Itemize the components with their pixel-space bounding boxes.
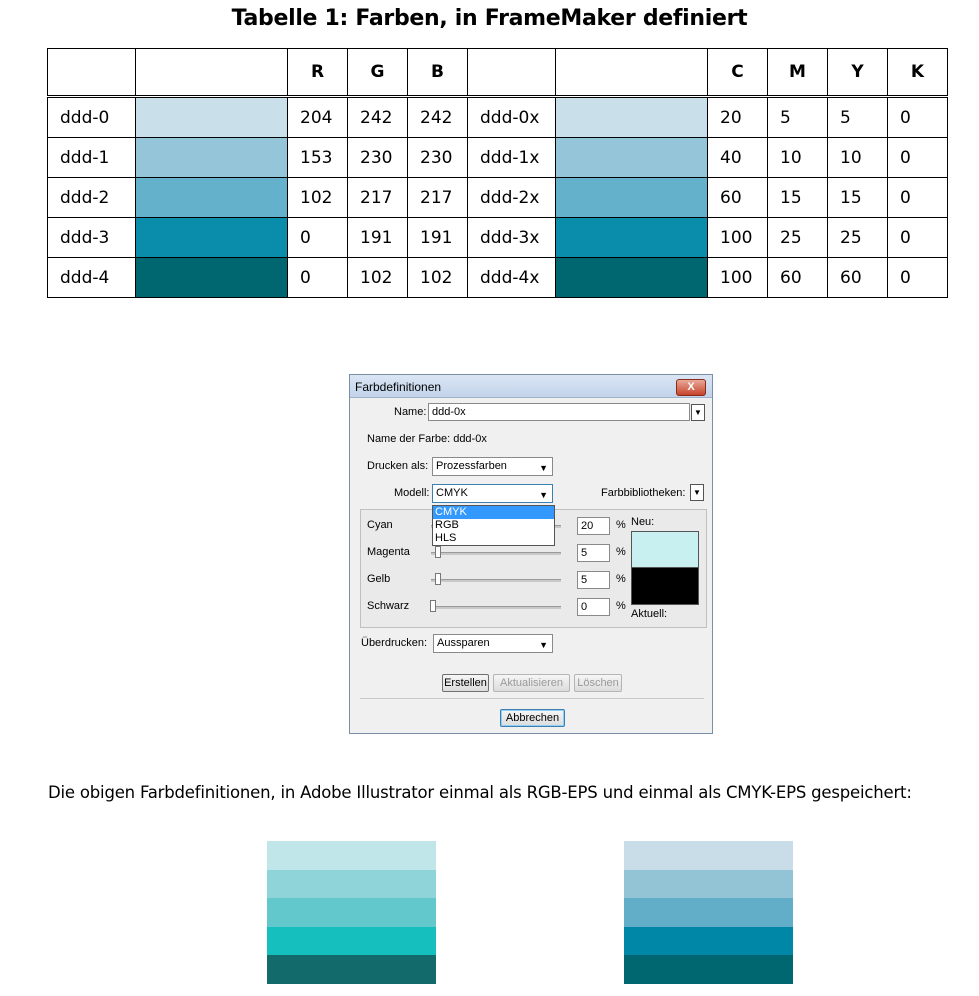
color-swatch: [556, 138, 707, 177]
black-input[interactable]: 0: [577, 598, 610, 616]
table-row: [48, 97, 948, 138]
m-value-cell: 15: [768, 178, 828, 218]
color-swatch: [136, 258, 287, 297]
overprint-value: Aussparen: [437, 637, 490, 649]
model-dropdown-list: [432, 505, 555, 546]
color-name-cell: ddd-2: [48, 178, 136, 218]
close-button[interactable]: X: [676, 379, 706, 396]
current-color-swatch: [631, 567, 699, 605]
rgb-swatch-cell: [136, 178, 288, 218]
caption-text: Die obigen Farbdefinitionen, in Adobe Illustrator einmal als RGB-EPS und einmal als CMYK-EPS gespeichert:: [48, 783, 912, 802]
cyan-input[interactable]: 20: [577, 517, 610, 535]
color-name-cell: ddd-1: [48, 138, 136, 178]
header-k: K: [888, 49, 948, 97]
color-swatch: [556, 178, 707, 217]
cancel-button[interactable]: Abbrechen: [500, 709, 565, 727]
chevron-down-icon: ▼: [539, 463, 548, 473]
chevron-down-icon: ▼: [693, 488, 701, 497]
g-value-cell: 242: [348, 97, 408, 138]
color-definitions-dialog: [349, 374, 713, 734]
color-swatch: [556, 258, 707, 297]
header-c: C: [708, 49, 768, 97]
c-value-cell: 60: [708, 178, 768, 218]
model-label: Modell:: [394, 487, 430, 499]
k-value-cell: 0: [888, 178, 948, 218]
cmyk-swatch-cell: [556, 138, 708, 178]
name-label: Name:: [394, 406, 427, 418]
print-as-value: Prozessfarben: [436, 460, 507, 472]
rgb-eps-swatch: [267, 841, 436, 870]
cmyk-swatch-cell: [556, 178, 708, 218]
c-value-cell: 100: [708, 218, 768, 258]
name-input[interactable]: ddd-0x: [428, 403, 690, 421]
color-swatch: [556, 98, 707, 137]
k-value-cell: 0: [888, 258, 948, 298]
magenta-slider-thumb[interactable]: [435, 546, 441, 558]
model-option-rgb[interactable]: RGB: [435, 519, 459, 531]
color-name-cell: ddd-3: [48, 218, 136, 258]
header-cell: [468, 49, 556, 97]
header-b: B: [408, 49, 468, 97]
yellow-input[interactable]: 5: [577, 571, 610, 589]
rgb-swatch-cell: [136, 218, 288, 258]
r-value-cell: 204: [288, 97, 348, 138]
b-value-cell: 217: [408, 178, 468, 218]
color-swatch: [136, 178, 287, 217]
overprint-label: Überdrucken:: [361, 637, 428, 649]
r-value-cell: 153: [288, 138, 348, 178]
current-color-label: Aktuell:: [631, 608, 668, 620]
overprint-select[interactable]: [433, 634, 553, 653]
model-option-cmyk[interactable]: CMYK: [433, 506, 554, 519]
table-row: [48, 218, 948, 258]
rgb-swatch-cell: [136, 138, 288, 178]
color-table: [47, 48, 948, 298]
k-value-cell: 0: [888, 97, 948, 138]
c-value-cell: 20: [708, 97, 768, 138]
model-select[interactable]: [432, 484, 553, 503]
print-as-label: Drucken als:: [367, 460, 429, 472]
header-cell: [48, 49, 136, 97]
color-name-cell: ddd-4: [48, 258, 136, 298]
header-cell: [136, 49, 288, 97]
yellow-slider-thumb[interactable]: [435, 573, 441, 585]
b-value-cell: 191: [408, 218, 468, 258]
percent-sign: %: [616, 519, 626, 531]
header-cell: [556, 49, 708, 97]
rgb-swatch-cell: [136, 97, 288, 138]
header-g: G: [348, 49, 408, 97]
black-slider[interactable]: [431, 606, 561, 609]
r-value-cell: 0: [288, 218, 348, 258]
slider-label-cyan: Cyan: [367, 519, 393, 531]
cmyk-eps-swatch: [624, 870, 793, 899]
rgb-eps-swatch: [267, 870, 436, 899]
update-button[interactable]: Aktualisieren: [493, 674, 570, 692]
b-value-cell: 242: [408, 97, 468, 138]
table-header-row: [48, 49, 948, 97]
m-value-cell: 25: [768, 218, 828, 258]
table-row: [48, 258, 948, 298]
c-value-cell: 100: [708, 258, 768, 298]
cmyk-eps-swatch: [624, 955, 793, 984]
k-value-cell: 0: [888, 138, 948, 178]
chevron-down-icon: ▼: [694, 408, 702, 417]
slider-label-yellow: Gelb: [367, 573, 391, 585]
b-value-cell: 102: [408, 258, 468, 298]
slider-label-black: Schwarz: [367, 600, 410, 612]
header-r: R: [288, 49, 348, 97]
percent-sign: %: [616, 546, 626, 558]
y-value-cell: 5: [828, 97, 888, 138]
magenta-input[interactable]: 5: [577, 544, 610, 562]
cmyk-swatch-cell: [556, 258, 708, 298]
divider: [360, 698, 704, 699]
delete-button[interactable]: Löschen: [574, 674, 622, 692]
dialog-title: Farbdefinitionen: [355, 380, 442, 394]
y-value-cell: 10: [828, 138, 888, 178]
m-value-cell: 60: [768, 258, 828, 298]
g-value-cell: 230: [348, 138, 408, 178]
magenta-slider[interactable]: [431, 552, 561, 555]
print-as-select[interactable]: [432, 457, 553, 476]
header-y: Y: [828, 49, 888, 97]
cmyk-color-name-cell: ddd-3x: [468, 218, 556, 258]
g-value-cell: 102: [348, 258, 408, 298]
cmyk-color-name-cell: ddd-0x: [468, 97, 556, 138]
rgb-eps-swatch-stack: [267, 841, 436, 984]
cmyk-swatch-cell: [556, 97, 708, 138]
new-color-label: Neu:: [631, 516, 655, 528]
model-option-hls[interactable]: HLS: [435, 532, 457, 544]
cmyk-eps-swatch: [624, 898, 793, 927]
m-value-cell: 5: [768, 97, 828, 138]
rgb-eps-swatch: [267, 927, 436, 956]
cmyk-color-name-cell: ddd-1x: [468, 138, 556, 178]
header-m: M: [768, 49, 828, 97]
g-value-cell: 191: [348, 218, 408, 258]
color-name-text: Name der Farbe: ddd-0x: [367, 433, 487, 445]
black-slider-thumb[interactable]: [430, 600, 436, 612]
cmyk-color-name-cell: ddd-2x: [468, 178, 556, 218]
cmyk-eps-swatch: [624, 927, 793, 956]
color-swatch: [136, 138, 287, 177]
color-libraries-button[interactable]: [690, 484, 704, 501]
color-libraries-label: Farbbibliotheken:: [601, 487, 686, 499]
y-value-cell: 15: [828, 178, 888, 218]
cmyk-eps-swatch: [624, 841, 793, 870]
color-name-cell: ddd-0: [48, 97, 136, 138]
table-row: [48, 178, 948, 218]
rgb-swatch-cell: [136, 258, 288, 298]
percent-sign: %: [616, 573, 626, 585]
dialog-titlebar: [350, 375, 712, 398]
m-value-cell: 10: [768, 138, 828, 178]
y-value-cell: 60: [828, 258, 888, 298]
name-dropdown-button[interactable]: [691, 404, 705, 421]
rgb-eps-swatch: [267, 898, 436, 927]
percent-sign: %: [616, 600, 626, 612]
rgb-eps-swatch: [267, 955, 436, 984]
slider-label-magenta: Magenta: [367, 546, 410, 558]
model-value: CMYK: [436, 487, 468, 499]
color-swatch: [556, 218, 707, 257]
y-value-cell: 25: [828, 218, 888, 258]
new-color-swatch: [631, 531, 699, 569]
b-value-cell: 230: [408, 138, 468, 178]
create-button[interactable]: Erstellen: [442, 674, 489, 692]
r-value-cell: 0: [288, 258, 348, 298]
c-value-cell: 40: [708, 138, 768, 178]
yellow-slider[interactable]: [431, 579, 561, 582]
k-value-cell: 0: [888, 218, 948, 258]
r-value-cell: 102: [288, 178, 348, 218]
chevron-down-icon: ▼: [539, 490, 548, 500]
cmyk-eps-swatch-stack: [624, 841, 793, 984]
cmyk-color-name-cell: ddd-4x: [468, 258, 556, 298]
chevron-down-icon: ▼: [539, 640, 548, 650]
g-value-cell: 217: [348, 178, 408, 218]
color-swatch: [136, 98, 287, 137]
table-row: [48, 138, 948, 178]
table-title: Tabelle 1: Farben, in FrameMaker definiert: [231, 6, 748, 31]
cmyk-swatch-cell: [556, 218, 708, 258]
color-swatch: [136, 218, 287, 257]
